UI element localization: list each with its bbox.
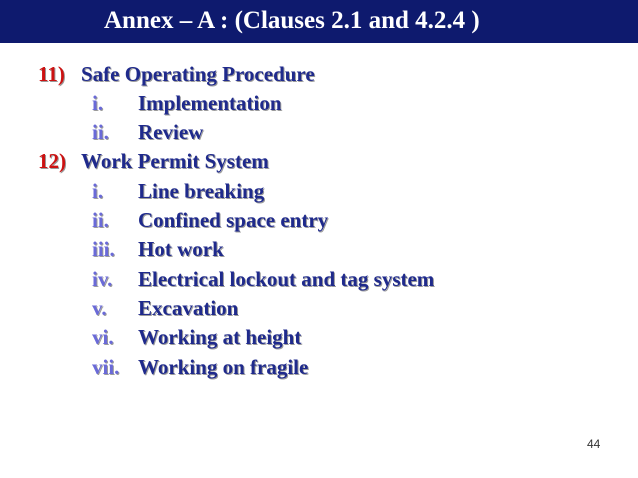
sub-item	[0, 177, 638, 206]
sub-item-label: Implementation	[138, 91, 282, 115]
slide-title: Annex – A : (Clauses 2.1 and 4.2.4 )	[104, 7, 480, 34]
item-number: 12)	[38, 149, 66, 173]
sub-item-number: ii.	[92, 120, 109, 144]
sub-item-number: v.	[92, 296, 107, 320]
sub-item-number: iv.	[92, 267, 113, 291]
sub-item-label: Confined space entry	[138, 208, 329, 232]
list-item-12	[0, 147, 638, 176]
sub-item	[0, 206, 638, 235]
sub-item-label: Line breaking	[138, 179, 265, 203]
sub-item-number: vii.	[92, 355, 120, 379]
sub-item-number: i.	[92, 91, 104, 115]
sub-item-label: Excavation	[138, 296, 239, 320]
sub-item	[0, 235, 638, 264]
item-label: Work Permit System	[81, 149, 269, 173]
page-number: 44	[587, 437, 601, 451]
sub-item-number: iii.	[92, 237, 115, 261]
sub-item-number: vi.	[92, 325, 114, 349]
sub-item-number: ii.	[92, 208, 109, 232]
sub-item	[0, 353, 638, 382]
sub-item-label: Hot work	[138, 237, 224, 261]
sub-item-number: i.	[92, 179, 104, 203]
sub-item	[0, 323, 638, 352]
sub-item-label: Working at height	[138, 325, 302, 349]
item-label: Safe Operating Procedure	[81, 62, 315, 86]
sub-item-label: Working on fragile	[138, 355, 309, 379]
sub-item	[0, 294, 638, 323]
sub-item	[0, 265, 638, 294]
sub-item	[0, 89, 638, 118]
sub-item-label: Review	[138, 120, 204, 144]
title-bar	[0, 0, 638, 43]
list-item-11	[0, 60, 638, 89]
sub-item-label: Electrical lockout and tag system	[138, 267, 435, 291]
sub-item	[0, 118, 638, 147]
item-number: 11)	[38, 62, 65, 86]
